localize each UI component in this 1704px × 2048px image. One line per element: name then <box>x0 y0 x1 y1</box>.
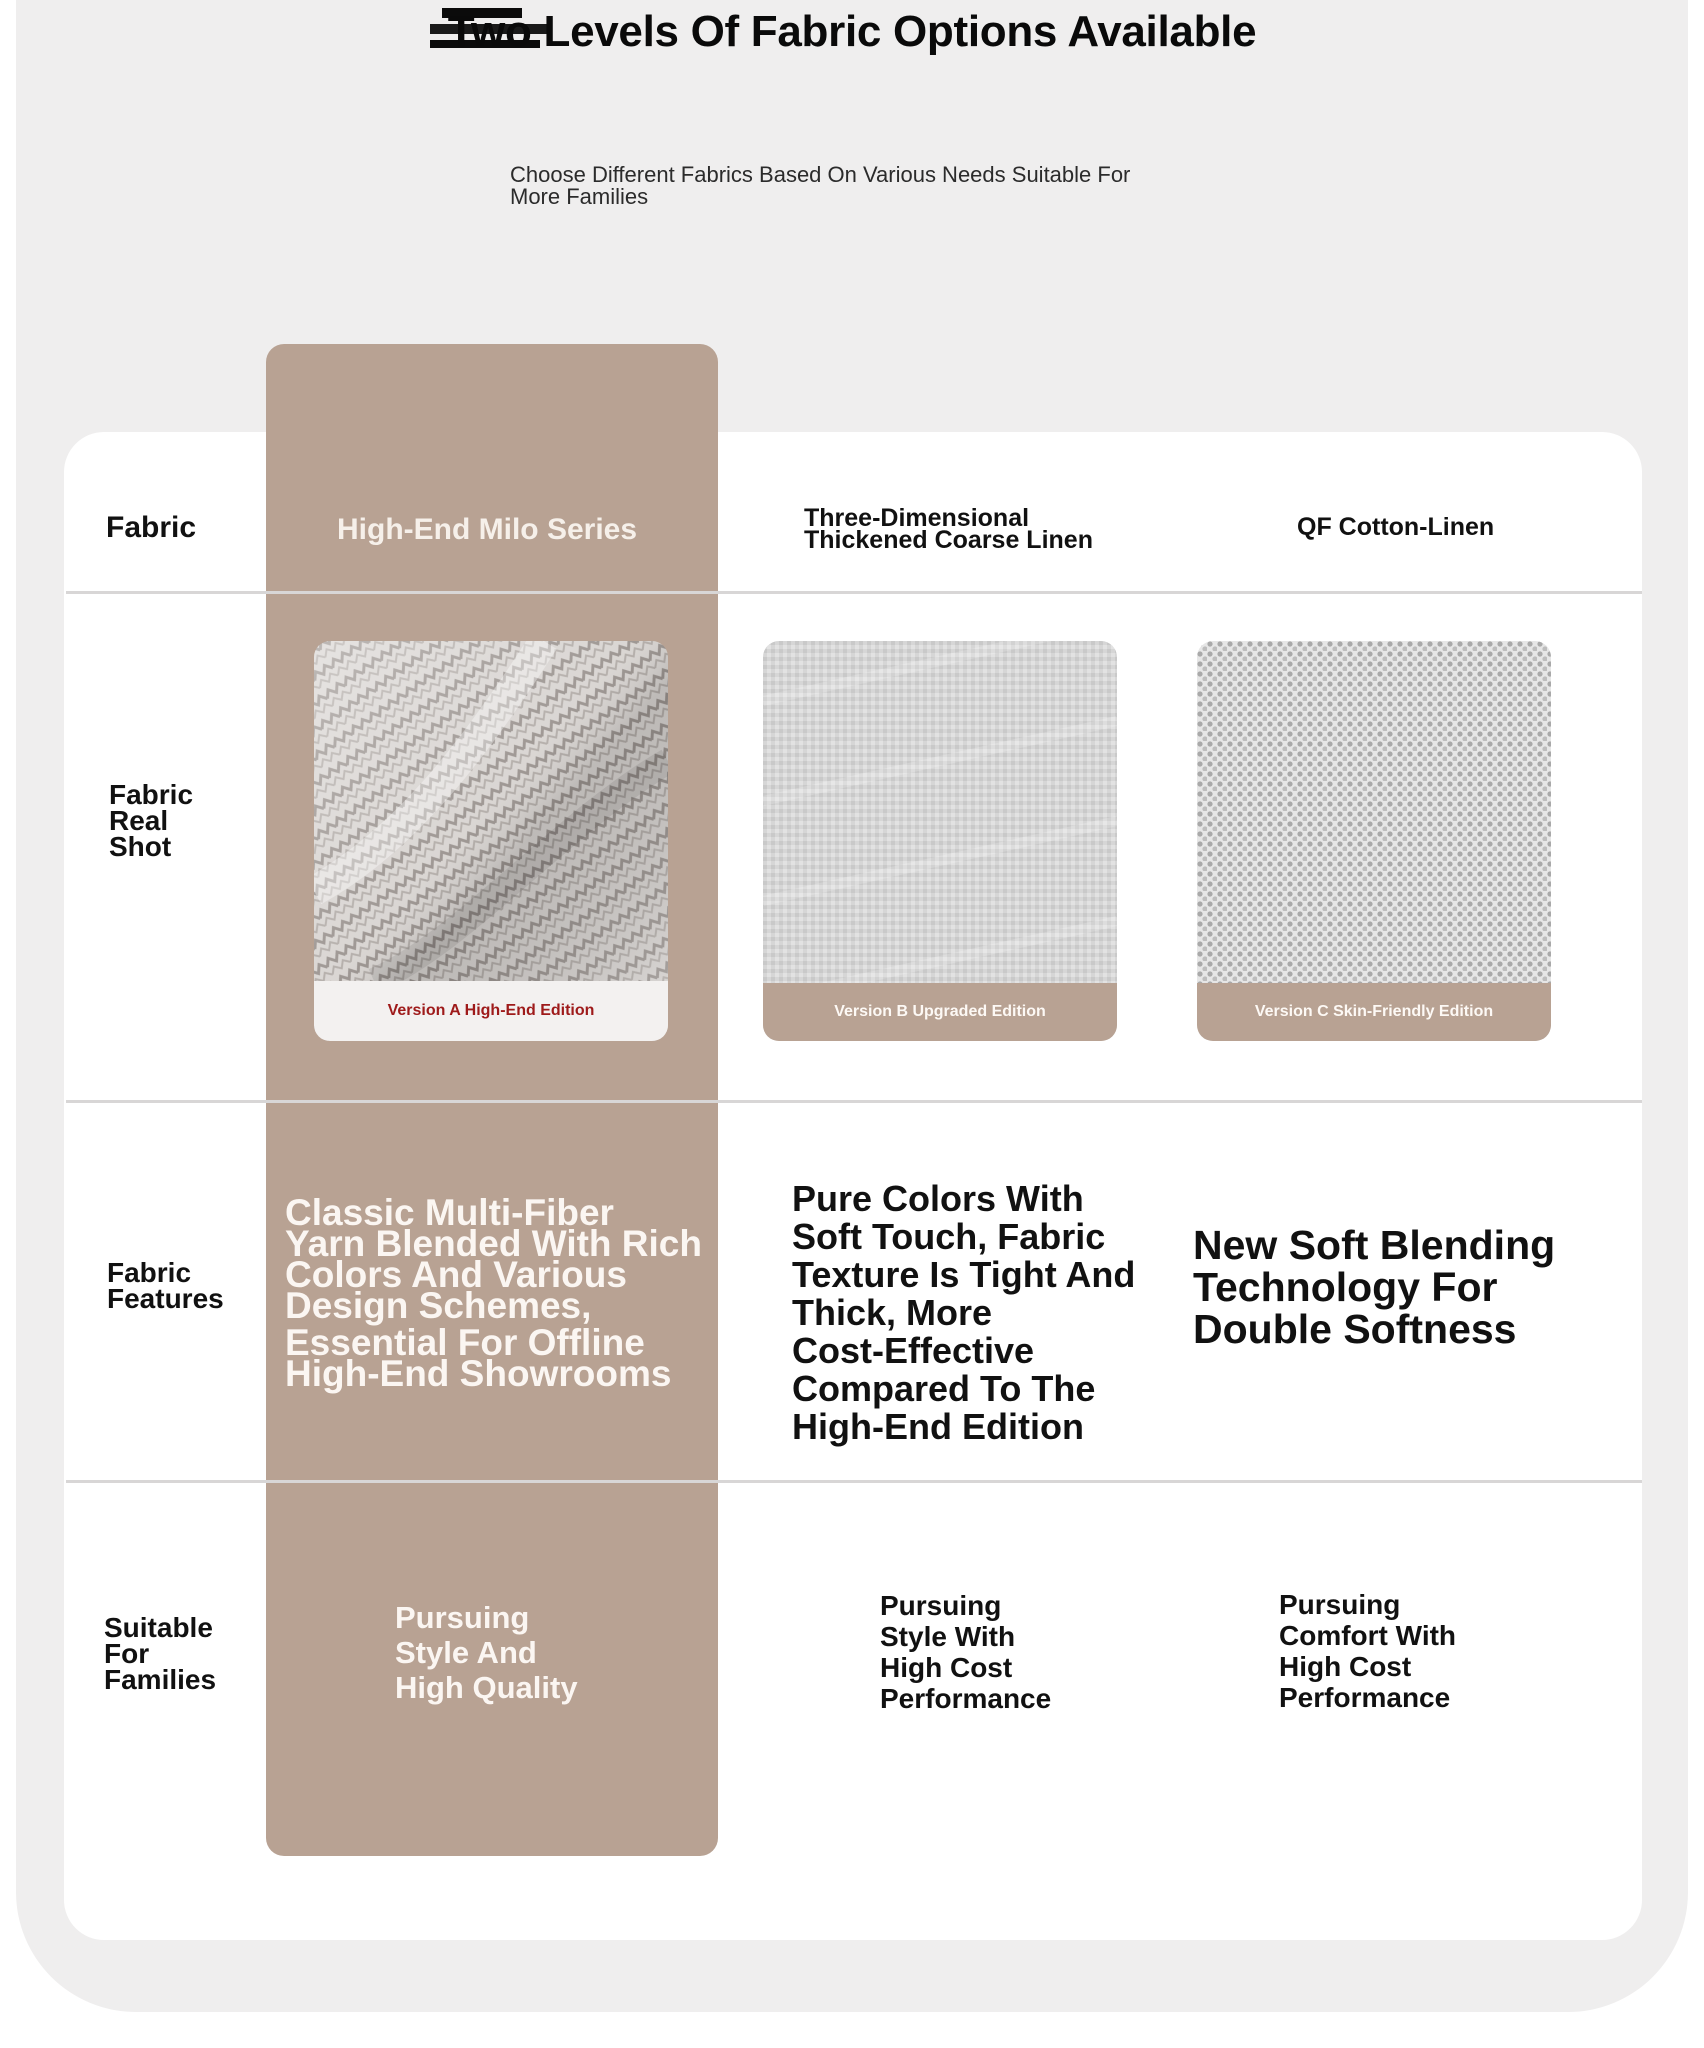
edition-label-c: Version C Skin-Friendly Edition <box>1197 983 1551 1041</box>
row-divider <box>66 1100 1642 1103</box>
column-a-name: High-End Milo Series <box>337 513 638 546</box>
page-subtitle: Choose Different Fabrics Based On Various Needs Suitable For More Families <box>510 162 1131 209</box>
column-c-suitable: Pursuing Comfort With High Cost Performance <box>1279 1589 1457 1713</box>
row-label-families: Suitable For Families <box>104 1612 217 1695</box>
column-b-features: Pure Colors With Soft Touch, Fabric Texture Is Tight And Thick, More Cost-Effective Compared To The High-End Edition <box>792 1178 1136 1447</box>
fabric-swatch-c <box>1197 641 1551 1041</box>
fabric-swatch-a <box>314 641 668 1041</box>
column-a-features: Classic Multi-Fiber Yarn Blended With Rich Colors And Various Design Schemes, Essential For Offline High-End Showrooms <box>285 1192 702 1394</box>
column-c-name: QF Cotton-Linen <box>1297 513 1495 541</box>
column-a-suitable: Pursuing Style And High Quality <box>395 1600 578 1705</box>
row-label-features: Fabric Features <box>107 1257 224 1314</box>
fabric-texture-c <box>1197 641 1551 1041</box>
row-divider <box>66 591 1642 594</box>
column-c-features: New Soft Blending Technology For Double Softness <box>1193 1222 1556 1352</box>
column-b-suitable: Pursuing Style With High Cost Performance <box>880 1590 1052 1714</box>
edition-label-b: Version B Upgraded Edition <box>763 983 1117 1041</box>
row-label-fabric: Fabric <box>106 511 197 544</box>
row-divider <box>66 1480 1642 1483</box>
row-label-real-shot: Fabric Real Shot <box>109 779 194 862</box>
column-b-name: Three-Dimensional Thickened Coarse Linen <box>804 504 1093 554</box>
page-title: Two Levels Of Fabric Options Available <box>447 7 1257 56</box>
fabric-swatch-b <box>763 641 1117 1041</box>
edition-label-a: Version A High-End Edition <box>314 981 668 1041</box>
fabric-texture-b <box>763 641 1117 1041</box>
